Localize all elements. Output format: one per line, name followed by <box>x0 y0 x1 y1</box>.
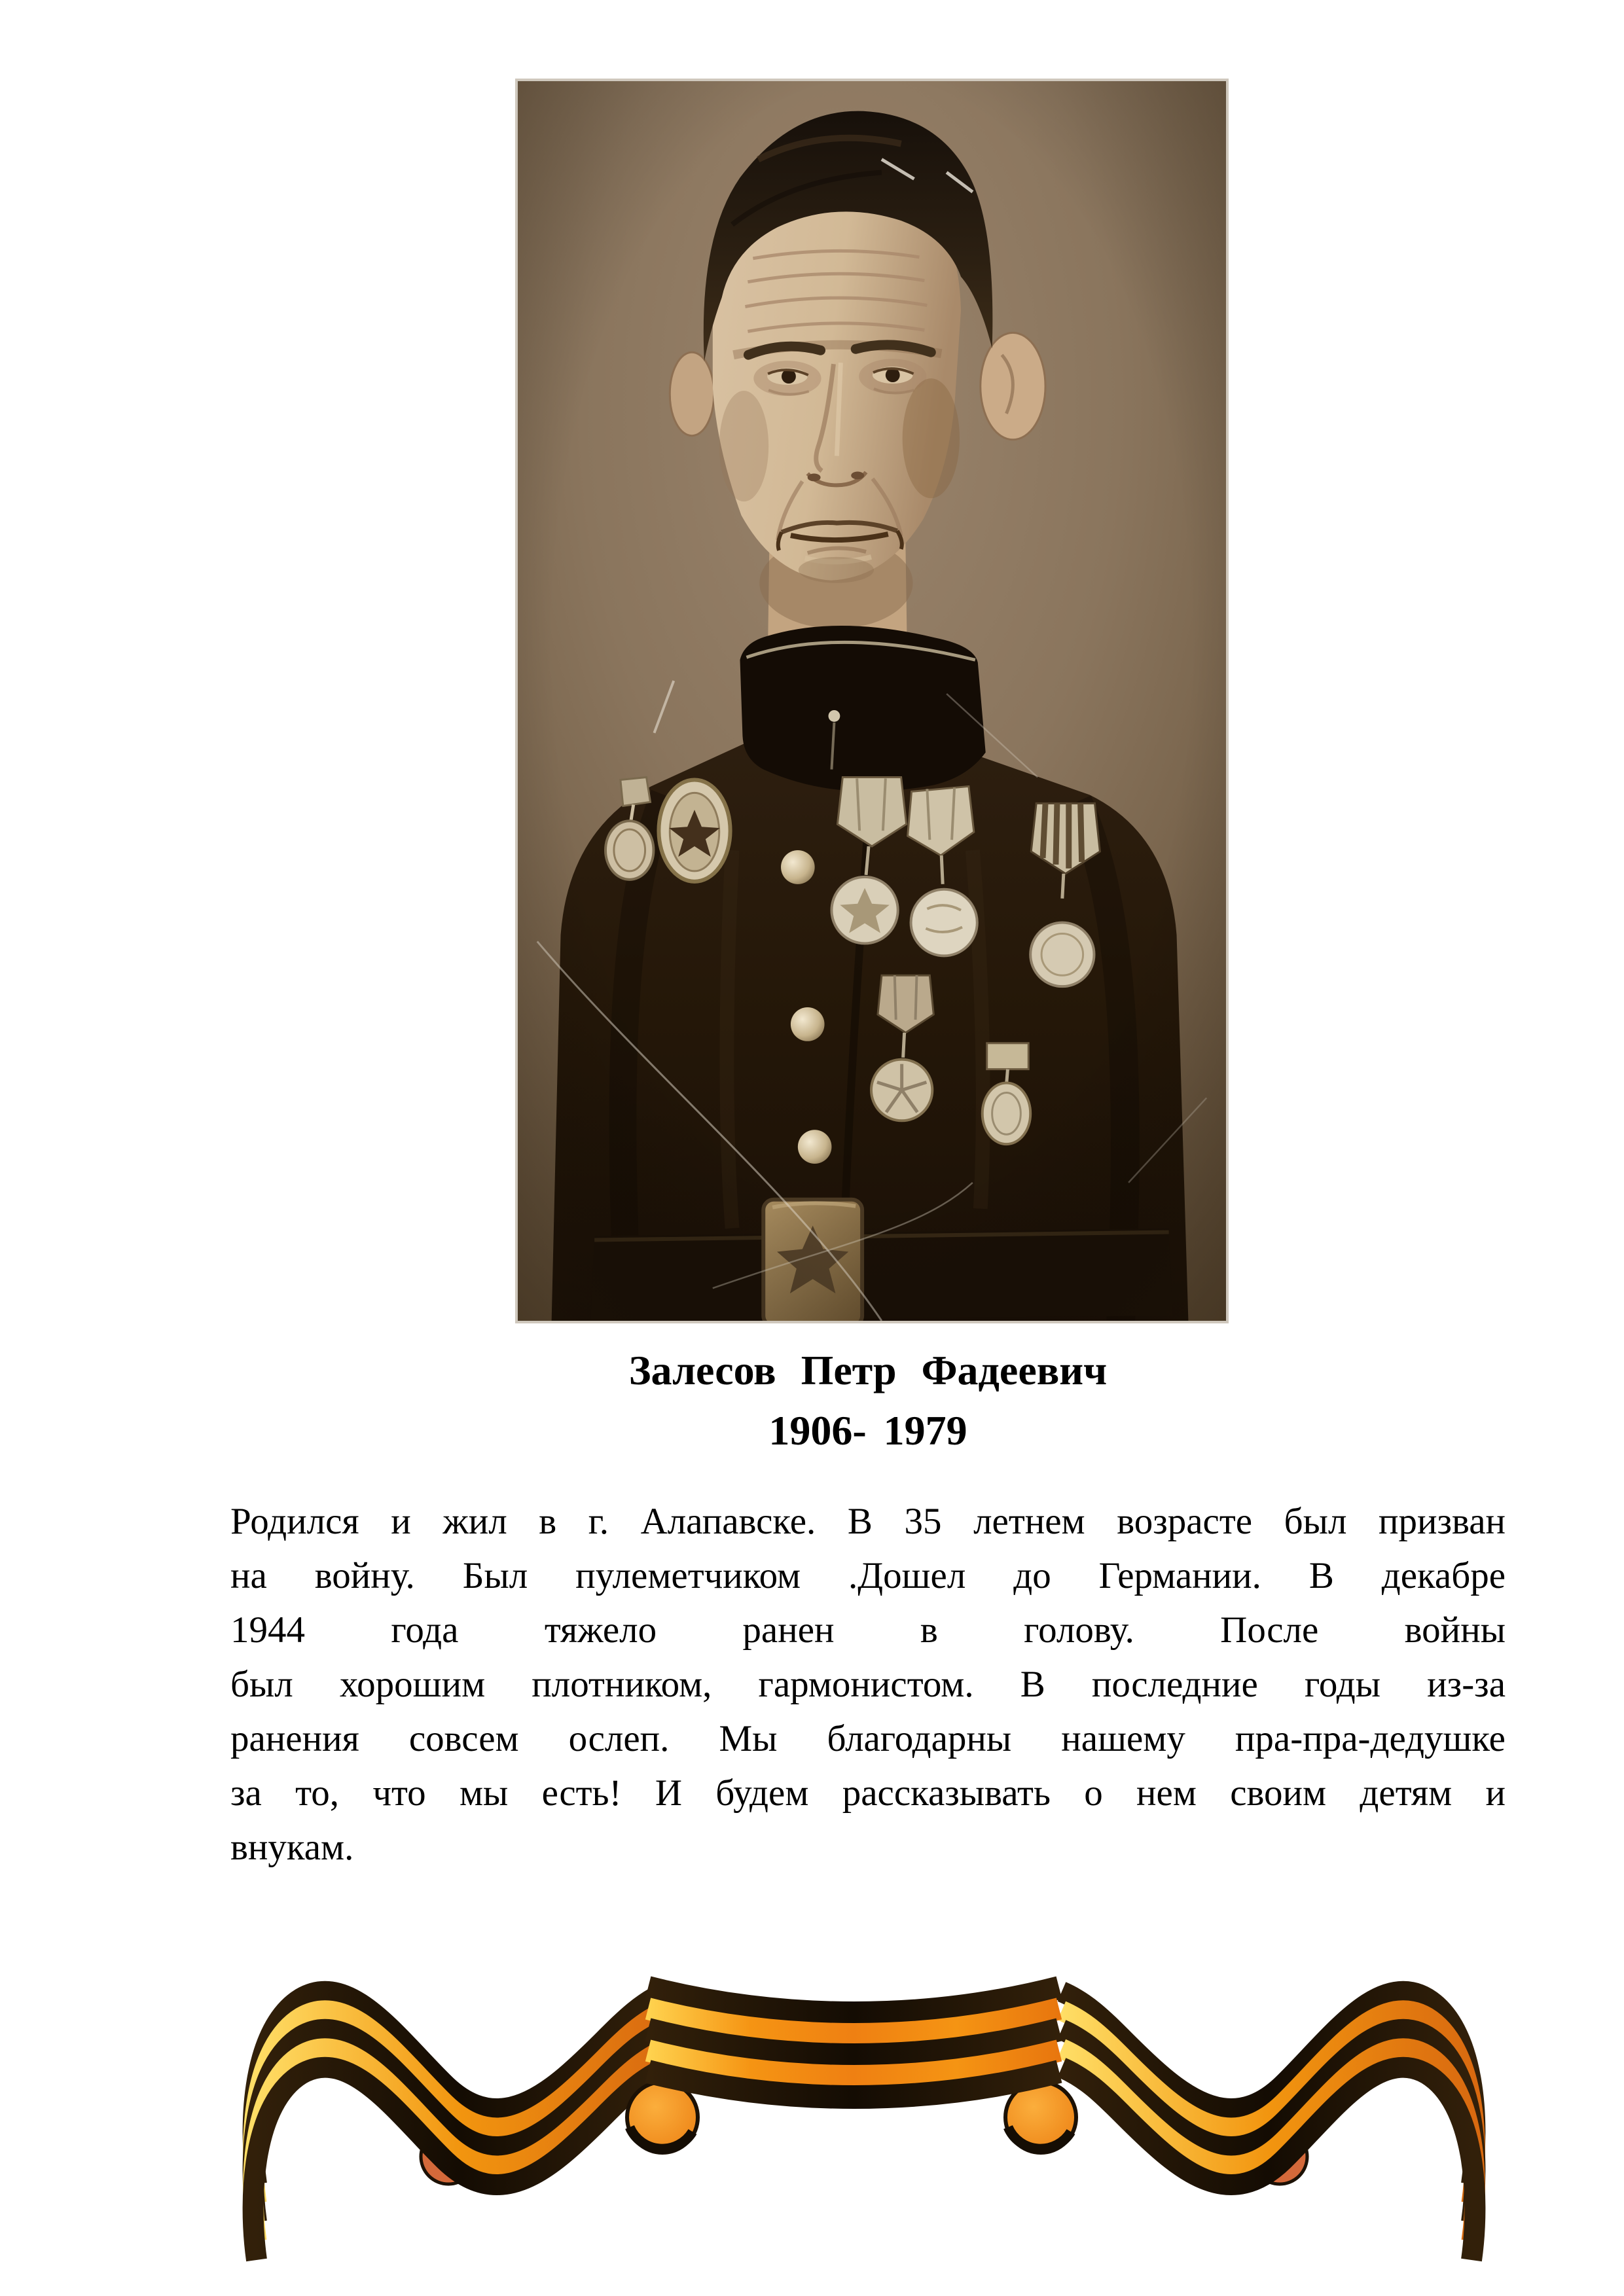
ribbon-center-panel <box>648 1988 1059 2097</box>
st-george-ribbon-art <box>229 1960 1499 2281</box>
bio-line: ранения совсем ослеп. Мы благодарны нашему пра-пра-дедушке <box>230 1718 1506 1759</box>
st-george-ribbon <box>229 1960 1499 2281</box>
veteran-years: 1906- 1979 <box>768 1407 967 1454</box>
veteran-name: Залесов Петр Фадеевич <box>628 1347 1108 1393</box>
ribbon-left-band <box>253 1992 666 2260</box>
bio-line: был хорошим плотником, гармонистом. В последние годы из-за <box>230 1664 1506 1705</box>
bio-line: 1944 года тяжело ранен в голову. После войны <box>230 1609 1506 1651</box>
bio-line: на войну. Был пулеметчиком .Дошел до Германии. В декабре <box>230 1555 1506 1596</box>
veteran-photo <box>515 79 1229 1323</box>
biography-text <box>230 1494 1506 1874</box>
ribbon-right-band <box>1062 1992 1475 2260</box>
bio-line: внукам. <box>230 1827 354 1868</box>
bio-line: за то, что мы есть! И будем рассказывать о нем своим детям и <box>230 1772 1506 1814</box>
bio-line: Родился и жил в г. Алапавске. В 35 летнем возрасте был призван <box>230 1501 1506 1542</box>
memorial-title <box>230 1340 1506 1461</box>
veteran-photo-art <box>518 81 1226 1321</box>
